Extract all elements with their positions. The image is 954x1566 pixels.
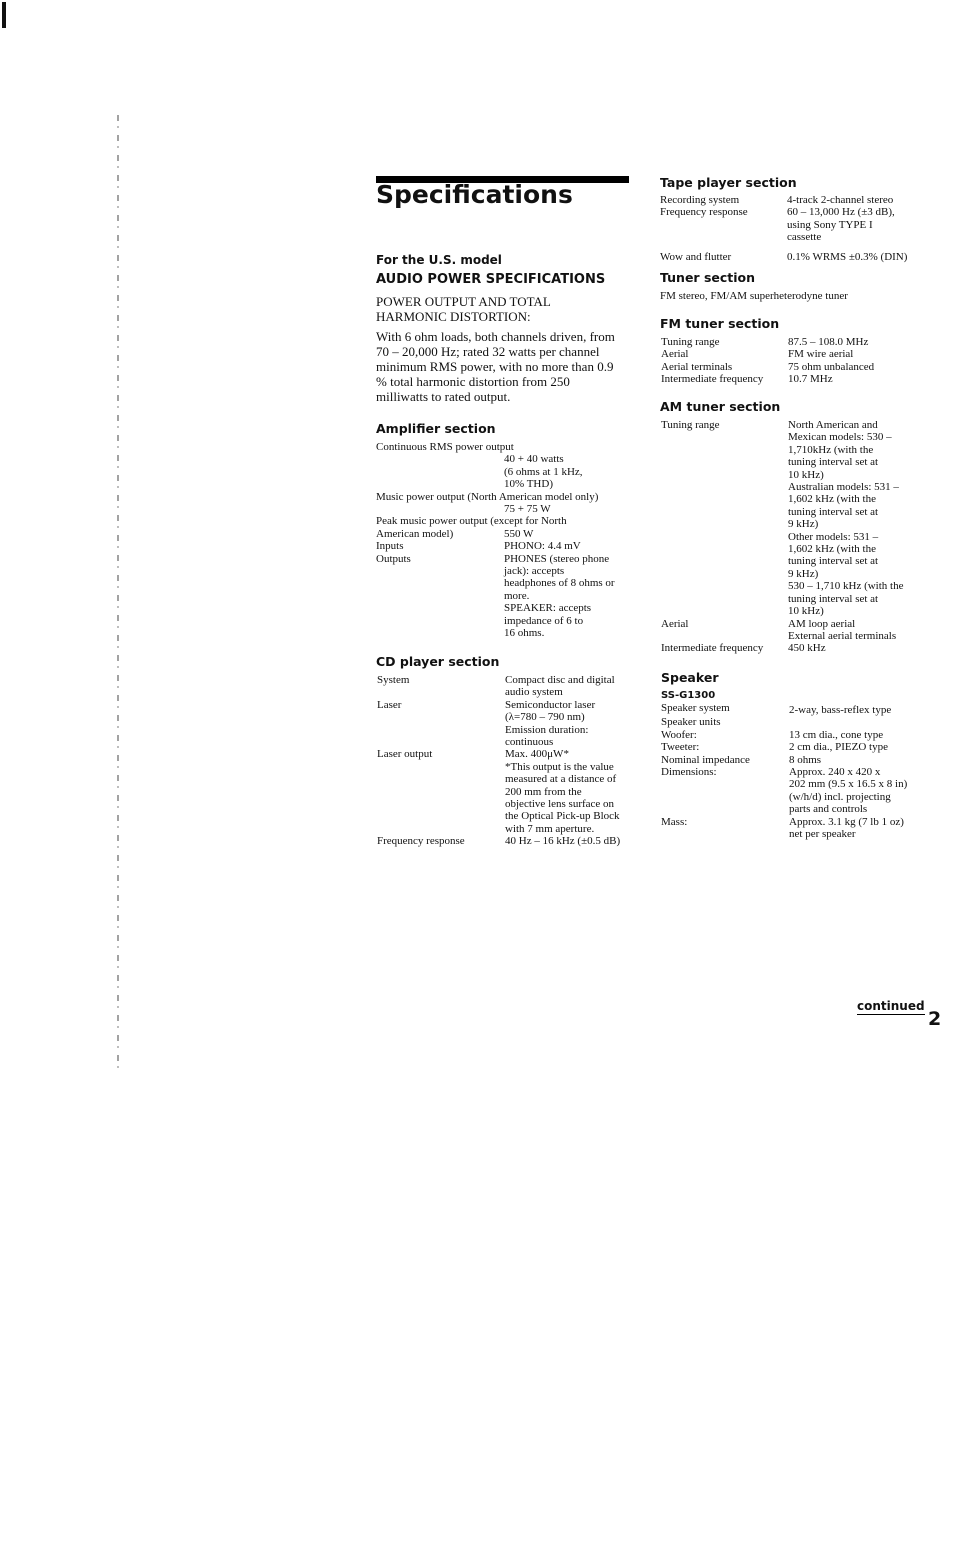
spec-row: [660, 251, 920, 263]
spec-value: [789, 716, 921, 728]
spec-value-line: continuous: [505, 736, 554, 749]
spec-value-line: *This output is the value: [505, 760, 614, 773]
fm-tuner-heading: FM tuner section: [660, 316, 780, 331]
spec-label: Frequency response: [660, 206, 748, 219]
spec-value: 0.1% WRMS ±0.3% (DIN): [787, 250, 908, 263]
spec-row: [661, 642, 921, 654]
spec-label: Dimensions:: [661, 766, 717, 779]
spec-row: [661, 816, 921, 841]
spec-value-line: 10% THD): [504, 478, 553, 491]
am-tuner-spec: [661, 419, 921, 655]
speaker-model: SS-G1300: [661, 690, 716, 701]
tape-player-spec: [660, 194, 920, 263]
spec-value-line: headphones of 8 ohms or: [504, 577, 615, 590]
spec-value-line: audio system: [505, 686, 563, 699]
spec-value-line: impedance of 6 to: [504, 614, 584, 627]
spec-value-line: (w/h/d) incl. projecting: [789, 790, 891, 803]
spec-value-line: 202 mm (9.5 x 16.5 x 8 in): [789, 778, 908, 791]
spec-row: [376, 528, 636, 540]
paragraph-line: milliwatts to rated output.: [376, 389, 511, 404]
spec-label: Aerial: [661, 348, 689, 361]
spec-value: 2-way, bass-reflex type: [789, 704, 892, 716]
spec-label: Aerial: [661, 617, 689, 630]
spec-value: 550 W: [504, 527, 534, 540]
spec-value-line: Mexican models: 530 –: [788, 431, 892, 444]
spec-label: Intermediate frequency: [661, 373, 764, 386]
spec-value-line: 1,602 kHz (with the: [788, 543, 876, 556]
spec-value-line: objective lens surface on: [505, 798, 615, 811]
spec-label: Aerial terminals: [661, 360, 733, 373]
scan-artifact: [117, 115, 119, 1075]
spec-value: 75 ohm unbalanced: [788, 360, 875, 373]
spec-value: 8 ohms: [789, 753, 822, 766]
us-model-heading: For the U.S. model: [376, 253, 502, 267]
spec-value: [376, 453, 636, 490]
spec-value: 2 cm dia., PIEZO type: [789, 741, 888, 754]
spec-row: [376, 540, 636, 552]
page-title: Specifications: [376, 180, 573, 209]
spec-label: Mass:: [661, 815, 688, 828]
spec-value-line: tuning interval set at: [788, 592, 879, 605]
spec-value: [505, 674, 637, 699]
spec-value: 13 cm dia., cone type: [789, 728, 884, 741]
spec-value-line: External aerial terminals: [788, 629, 897, 642]
spec-label: Recording system: [660, 194, 740, 206]
spec-label: American model): [376, 527, 454, 540]
spec-row: [661, 336, 921, 348]
spec-label: Music power output (North American model only): [376, 490, 599, 503]
tuner-heading: Tuner section: [660, 270, 756, 285]
paragraph-line: With 6 ohm loads, both channels driven, from: [376, 329, 615, 344]
spec-value: [789, 816, 921, 841]
spec-value-line: 200 mm from the: [505, 785, 582, 798]
spec-value-line: more.: [504, 589, 530, 602]
spec-label: Intermediate frequency: [661, 642, 764, 655]
spec-value-line: 16 ohms.: [504, 627, 545, 640]
am-tuner-heading: AM tuner section: [660, 399, 781, 414]
spec-value: [787, 206, 920, 243]
page-number: 2: [928, 1008, 942, 1030]
spec-value-line: 1,602 kHz (with the: [788, 493, 876, 506]
spec-row: [377, 835, 637, 847]
paragraph-line: minimum RMS power, with no more than 0.9: [376, 359, 614, 374]
spec-label: Speaker system: [661, 702, 730, 714]
spec-value: [505, 699, 637, 749]
spec-label: Tuning range: [661, 419, 720, 431]
spec-value-line: Approx. 240 x 420 x: [789, 766, 881, 779]
spec-value-line: 9 kHz): [788, 518, 819, 531]
spec-row: [660, 194, 920, 206]
spec-value-line: Emission duration:: [505, 723, 589, 736]
spec-value: [789, 766, 921, 816]
spec-value-line: tuning interval set at: [788, 555, 879, 568]
spec-row: [377, 699, 637, 749]
speaker-spec: [661, 702, 921, 840]
spec-value-line: Max. 400μW*: [505, 748, 569, 761]
spec-row: [661, 373, 921, 385]
spec-value: 10.7 MHz: [788, 373, 833, 386]
spec-row: [661, 348, 921, 360]
spec-value-line: PHONES (stereo phone: [504, 552, 610, 565]
spec-value-line: 60 – 13,000 Hz (±3 dB),: [787, 206, 895, 219]
spec-value-line: North American and: [788, 419, 878, 431]
spec-label: Inputs: [376, 540, 404, 553]
spec-value-line: with 7 mm aperture.: [505, 822, 595, 835]
spec-value: PHONO: 4.4 mV: [504, 540, 581, 553]
spec-value: [788, 419, 921, 618]
spec-value-line: Australian models: 531 –: [788, 481, 899, 494]
spec-value: 40 Hz – 16 kHz (±0.5 dB): [505, 835, 621, 848]
spec-label: Laser output: [377, 748, 433, 761]
spec-row: [661, 729, 921, 741]
spec-value-line: AM loop aerial: [788, 617, 856, 630]
spec-row: [661, 419, 921, 618]
spec-label: Speaker units: [661, 716, 721, 729]
spec-value-line: measured at a distance of: [505, 773, 617, 786]
spec-label: Peak music power output (except for North: [376, 515, 567, 528]
continued-label: continued: [857, 999, 925, 1013]
spec-label: Laser: [377, 698, 402, 711]
power-heading-line: HARMONIC DISTORTION:: [376, 309, 531, 324]
spec-value-line: tuning interval set at: [788, 505, 879, 518]
audio-power-heading: AUDIO POWER SPECIFICATIONS: [376, 272, 606, 287]
spec-label: Outputs: [376, 552, 411, 565]
spec-value: FM wire aerial: [788, 348, 854, 361]
spec-value-line: 10 kHz): [788, 468, 824, 481]
spec-value-line: (6 ohms at 1 kHz,: [504, 465, 583, 478]
spec-row: [661, 754, 921, 766]
spec-label: Tuning range: [661, 336, 720, 348]
spec-row: [377, 748, 637, 835]
spec-label: Frequency response: [377, 835, 465, 848]
spec-label: Continuous RMS power output: [376, 441, 514, 453]
spec-value-line: tuning interval set at: [788, 456, 879, 469]
spec-row: [661, 618, 921, 643]
cd-player-spec: [377, 674, 637, 848]
spec-value-line: Other models: 531 –: [788, 530, 879, 543]
amplifier-heading: Amplifier section: [376, 421, 496, 436]
spec-row: [377, 674, 637, 699]
spec-row: [376, 553, 636, 640]
spec-value: [505, 748, 637, 835]
spec-label: Woofer:: [661, 728, 697, 741]
spec-value-line: cassette: [787, 231, 822, 244]
power-heading: [376, 294, 551, 324]
spec-row: [661, 766, 921, 816]
spec-row: [660, 206, 920, 243]
spec-value-line: Compact disc and digital: [505, 674, 615, 686]
spec-value: [788, 618, 921, 643]
spec-row: [661, 702, 921, 716]
spec-value-line: Semiconductor laser: [505, 698, 596, 711]
speaker-heading: Speaker: [661, 670, 719, 685]
fm-tuner-spec: [661, 336, 921, 386]
spec-row: [661, 716, 921, 728]
spec-value-line: 40 + 40 watts: [504, 453, 564, 466]
spec-value-line: net per speaker: [789, 828, 856, 841]
amplifier-spec: [376, 441, 636, 640]
spec-value: [504, 553, 636, 640]
spec-value-line: 1,710kHz (with the: [788, 443, 874, 456]
spec-label: Tweeter:: [661, 741, 700, 754]
tape-player-heading: Tape player section: [660, 175, 797, 190]
paragraph-line: 70 – 20,000 Hz; rated 32 watts per channel: [376, 344, 600, 359]
spec-value-line: (λ=780 – 790 nm): [505, 711, 585, 724]
tuner-text: FM stereo, FM/AM superheterodyne tuner: [660, 290, 848, 302]
spec-value: 450 kHz: [788, 642, 826, 655]
spec-row: [661, 361, 921, 373]
paragraph-line: % total harmonic distortion from 250: [376, 374, 570, 389]
audio-power-paragraph: [376, 329, 615, 404]
spec-value-line: SPEAKER: accepts: [504, 602, 592, 615]
spec-value-line: 10 kHz): [788, 605, 824, 618]
spec-row: [661, 741, 921, 753]
spec-value: 87.5 – 108.0 MHz: [788, 336, 869, 348]
spec-value-line: using Sony TYPE I: [787, 218, 873, 231]
power-heading-line: POWER OUTPUT AND TOTAL: [376, 294, 551, 309]
spec-label: Wow and flutter: [660, 250, 732, 263]
spec-value-line: jack): accepts: [504, 565, 565, 578]
spec-value: 75 + 75 W: [504, 503, 551, 516]
spec-value-line: 530 – 1,710 kHz (with the: [788, 580, 904, 593]
binding-mark: [2, 2, 6, 28]
spec-value-line: the Optical Pick-up Block: [505, 810, 620, 823]
spec-value-line: 9 kHz): [788, 567, 819, 580]
spec-label: System: [377, 674, 410, 686]
spec-label: Nominal impedance: [661, 753, 750, 766]
spec-value: 4-track 2-channel stereo: [787, 194, 894, 206]
cd-player-heading: CD player section: [376, 654, 500, 669]
spec-value-line: Approx. 3.1 kg (7 lb 1 oz): [789, 815, 904, 828]
spec-value-line: parts and controls: [789, 803, 868, 816]
